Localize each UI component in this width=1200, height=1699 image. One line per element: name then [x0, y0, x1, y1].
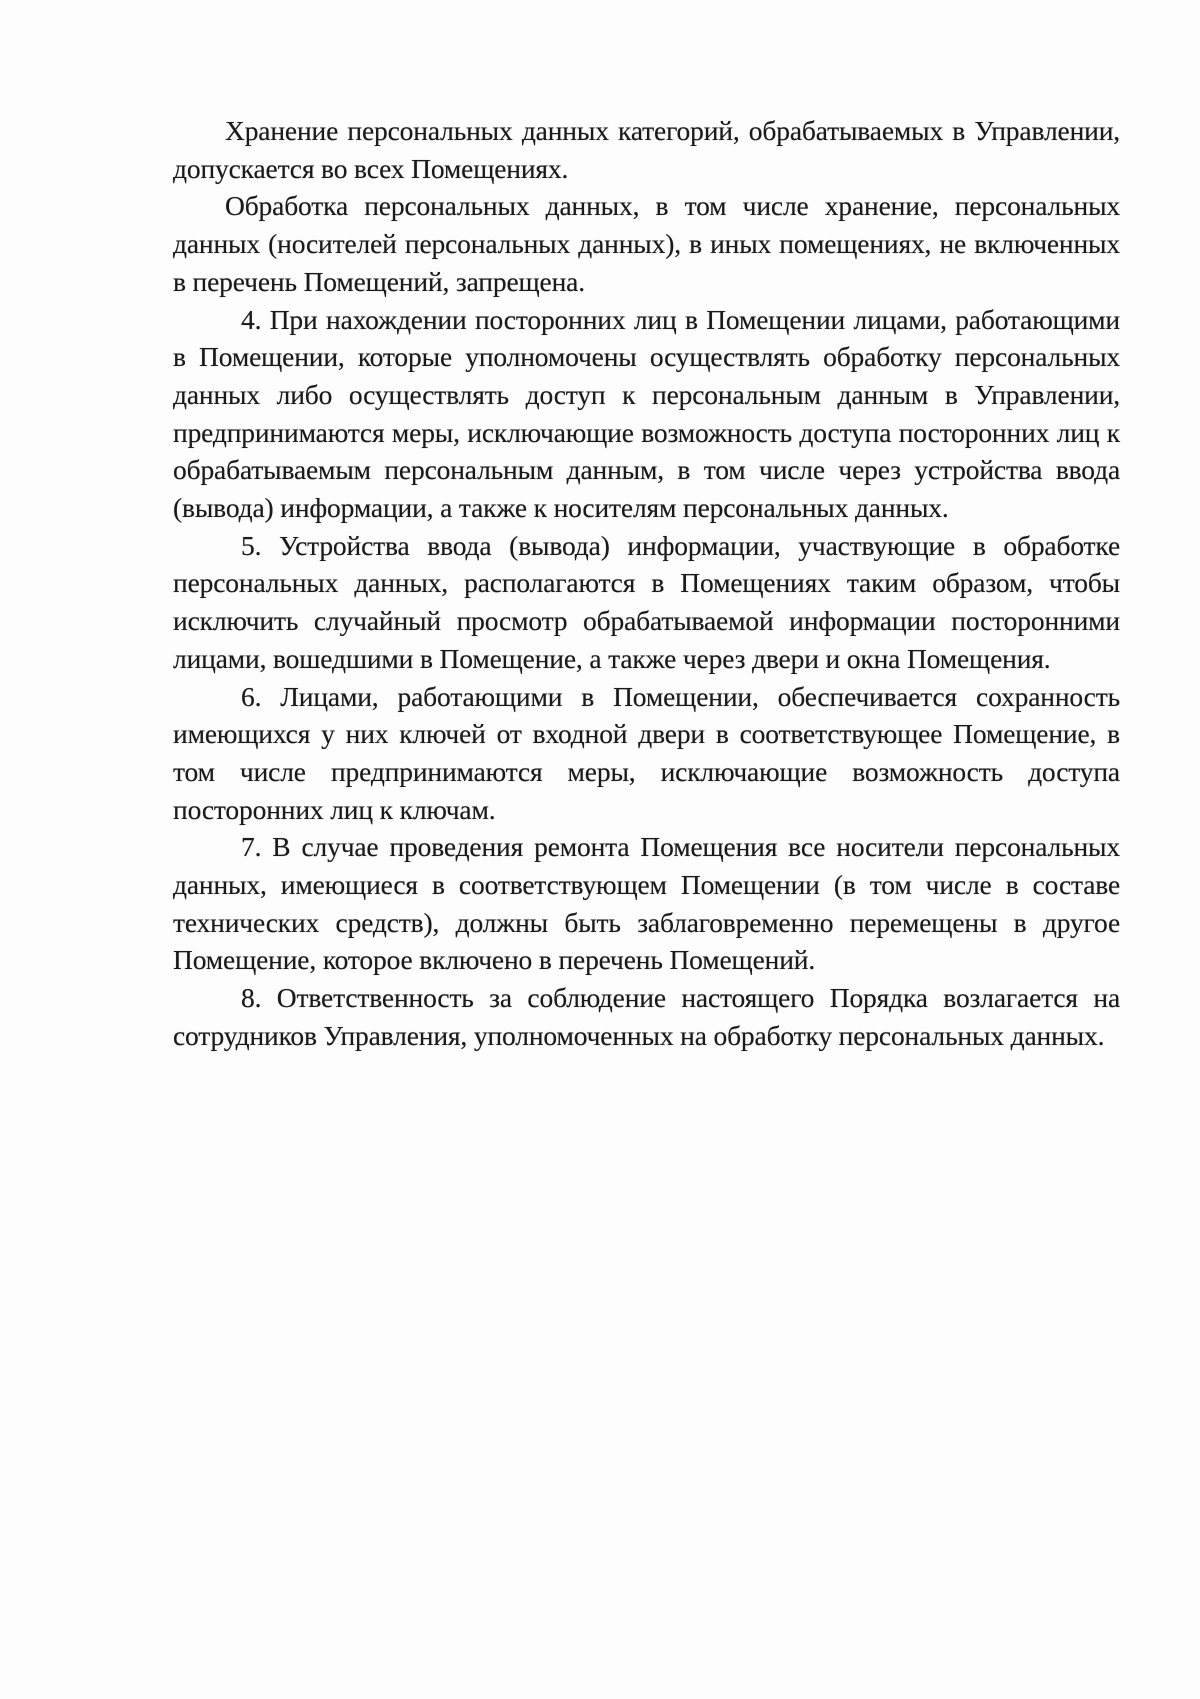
paragraph-processing-restriction: Обработка персональных данных, в том числе хранение, персональных данных (носителей персональных данных), в иных помещениях, не включенных в перечень Помещений, запрещена.	[173, 190, 1120, 297]
paragraph-item-8: 8. Ответственность за соблюдение настоящего Порядка возлагается на сотрудников Управления, уполномоченных на обработку персональных данных.	[173, 982, 1120, 1051]
document-body	[173, 112, 1120, 1055]
paragraph-item-7: 7. В случае проведения ремонта Помещения все носители персональных данных, имеющиеся в соответствующем Помещении (в том числе в составе технических средств), должны быть заблаговременно перемещены в другое Помещение, которое включено в перечень Помещений.	[173, 831, 1120, 976]
paragraph-item-6: 6. Лицами, работающими в Помещении, обеспечивается сохранность имеющихся у них ключей от входной двери в соответствующее Помещение, в том числе предпринимаются меры, исключающие возможность доступа посторонних лиц к ключам.	[173, 680, 1120, 825]
paragraph-storage: Хранение персональных данных категорий, обрабатываемых в Управлении, допускается во всех Помещениях.	[173, 115, 1120, 184]
paragraph-item-5: 5. Устройства ввода (вывода) информации, участвующие в обработке персональных данных, располагаются в Помещениях таким образом, чтобы исключить случайный просмотр обрабатываемой информации посторонними лицами, вошедшими в Помещение, а также через двери и окна Помещения.	[173, 529, 1120, 674]
paragraph-item-4: 4. При нахождении посторонних лиц в Помещении лицами, работающими в Помещении, которые уполномочены осуществлять обработку персональных данных либо осуществлять доступ к персональным данным в Управлении, предпринимаются меры, исключающие возможность доступа посторонних лиц к обрабатываемым персональным данным, в том числе через устройства ввода (вывода) информации, а также к носителям персональных данных.	[173, 303, 1120, 524]
